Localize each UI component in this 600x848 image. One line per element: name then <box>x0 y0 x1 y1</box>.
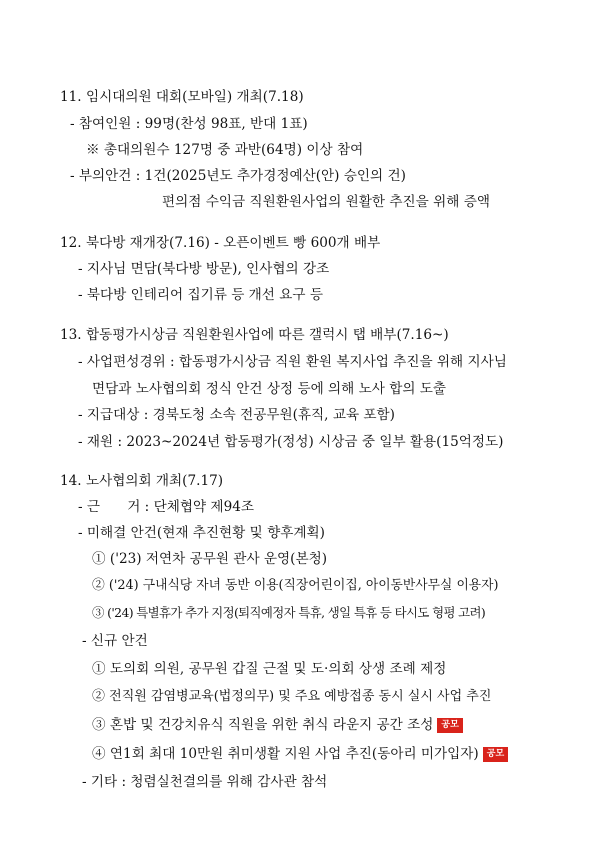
section-14-line-3: ① ('23) 저연차 공무원 관사 운영(본청) <box>92 551 328 567</box>
section-14-line-5: ③ ('24) 특별휴가 추가 지정(퇴직예정자 특휴, 생일 특휴 등 타시도 형평 고려) <box>92 605 486 620</box>
contest-badge: 공모 <box>483 747 508 762</box>
section-14-line-8: ② 전직원 감염병교육(법정의무) 및 주요 예방접종 동시 실시 사업 추진 <box>92 689 492 704</box>
section-14-line-7: ① 도의회 의원, 공무원 갑질 근절 및 도·의회 상생 조례 제정 <box>92 661 447 677</box>
hobby-item-text: ④ 연1회 최대 10만원 취미생활 지원 사업 추진(동아리 미가입자) <box>92 746 479 762</box>
section-14-line-9 <box>92 716 463 734</box>
section-13-heading: 13. 합동평가시상금 직원환원사업에 따른 갤럭시 탭 배부(7.16~) <box>60 327 449 343</box>
section-13-line-3: - 지급대상 : 경북도청 소속 전공무원(휴직, 교육 포함) <box>78 407 395 423</box>
section-14-heading: 14. 노사협의회 개최(7.17) <box>60 473 224 489</box>
section-11-line-2: ※ 총대의원수 127명 중 과반(64명) 이상 참여 <box>86 142 364 158</box>
section-14-line-10 <box>92 745 508 763</box>
section-13-line-1: - 사업편성경위 : 합동평가시상금 직원 환원 복지사업 추진을 위해 지사님 <box>78 354 507 370</box>
section-12-line-2: - 북다방 인테리어 집기류 등 개선 요구 등 <box>78 287 323 303</box>
section-14-line-6: - 신규 안건 <box>82 633 148 649</box>
section-11-line-3: - 부의안건 : 1건(2025년도 추가경정예산(안) 승인의 건) <box>70 168 406 184</box>
section-14-line-2: - 미해결 안건(현재 추진현황 및 향후계획) <box>78 525 325 541</box>
section-11-heading: 11. 임시대의원 대회(모바일) 개최(7.18) <box>60 89 304 105</box>
section-12-heading: 12. 북다방 재개장(7.16) - 오픈이벤트 빵 600개 배부 <box>60 235 381 251</box>
lounge-item-text: ③ 혼밥 및 건강치유식 직원을 위한 취식 라운지 공간 조성 <box>92 717 434 733</box>
section-11-line-4: 편의점 수익금 직원환원사업의 원활한 추진을 위해 증액 <box>162 194 490 210</box>
section-14-line-1: - 근 거 : 단체협약 제94조 <box>78 499 254 515</box>
section-13-line-4: - 재원 : 2023~2024년 합동평가(정성) 시상금 중 일부 활용(15억정도) <box>78 434 504 450</box>
section-11-line-1: - 참여인원 : 99명(찬성 98표, 반대 1표) <box>70 116 308 132</box>
section-14-line-4: ② ('24) 구내식당 자녀 동반 이용(직장어린이집, 아이동반사무실 이용자) <box>92 578 499 593</box>
section-14-line-11: - 기타 : 청렴실천결의를 위해 감사관 참석 <box>82 774 328 790</box>
contest-badge: 공모 <box>437 718 462 733</box>
section-12-line-1: - 지사님 면담(북다방 방문), 인사협의 강조 <box>78 261 330 277</box>
section-13-line-2: 면담과 노사협의회 정식 안건 상정 등에 의해 노사 합의 도출 <box>92 381 447 397</box>
